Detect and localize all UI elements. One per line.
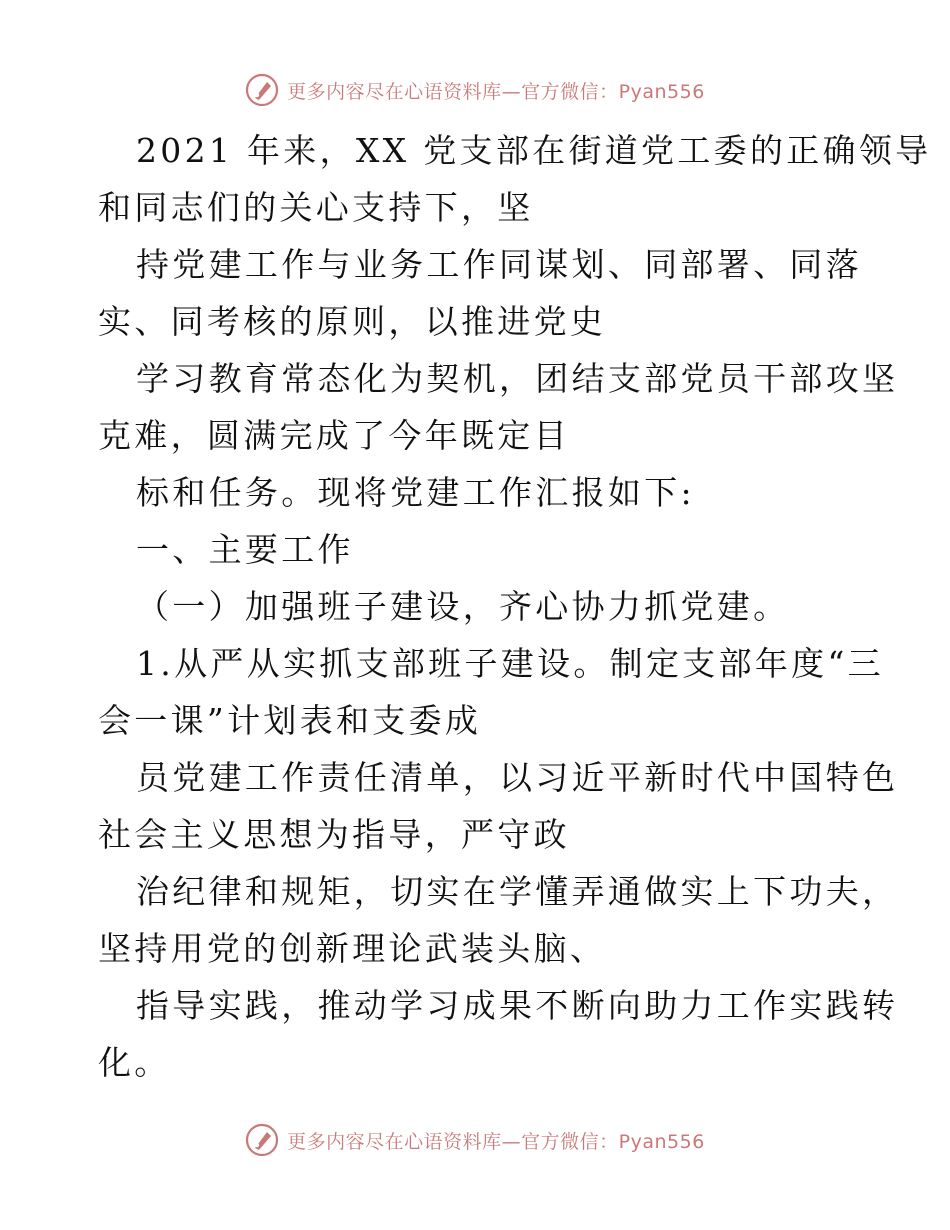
- paragraph-line: 和同志们的关心支持下，坚: [98, 188, 534, 227]
- paragraph-line: 坚持用党的创新理论武装头脑、: [98, 929, 607, 968]
- watermark-text: 更多内容尽在心语资料库—官方微信：Pyan556: [287, 80, 705, 103]
- paragraph-line: 化。: [98, 1043, 171, 1082]
- document-body: [98, 122, 932, 1091]
- paragraph-line: 学习教育常态化为契机，团结支部党员干部攻坚: [136, 359, 899, 398]
- watermark-footer: [0, 1120, 950, 1160]
- paragraph-line: 实、同考核的原则，以推进党史: [98, 302, 607, 341]
- paragraph-line: 员党建工作责任清单，以习近平新时代中国特色: [136, 758, 899, 797]
- paragraph-line: 社会主义思想为指导，严守政: [98, 815, 570, 854]
- paragraph-line: 会一课”计划表和支委成: [98, 701, 482, 740]
- pen-nib-logo-icon: [245, 73, 279, 107]
- paragraph-line: 克难，圆满完成了今年既定目: [98, 416, 570, 455]
- watermark-header: [0, 70, 950, 110]
- pen-nib-logo-icon: [245, 1123, 279, 1157]
- paragraph-line: 1.从严从实抓支部班子建设。制定支部年度“三: [136, 644, 884, 683]
- paragraph-line: 持党建工作与业务工作同谋划、同部署、同落: [136, 245, 862, 284]
- paragraph-line: 标和任务。现将党建工作汇报如下:: [136, 473, 695, 512]
- paragraph-line: 2021 年来，XX 党支部在街道党工委的正确领导: [136, 131, 932, 170]
- subsection-heading: （一）加强班子建设，齐心协力抓党建。: [136, 587, 790, 626]
- watermark-text: 更多内容尽在心语资料库—官方微信：Pyan556: [287, 1130, 705, 1153]
- paragraph-line: 指导实践，推动学习成果不断向助力工作实践转: [136, 986, 899, 1025]
- section-heading: 一、主要工作: [136, 530, 354, 569]
- paragraph-line: 治纪律和规矩，切实在学懂弄通做实上下功夫，: [136, 872, 899, 911]
